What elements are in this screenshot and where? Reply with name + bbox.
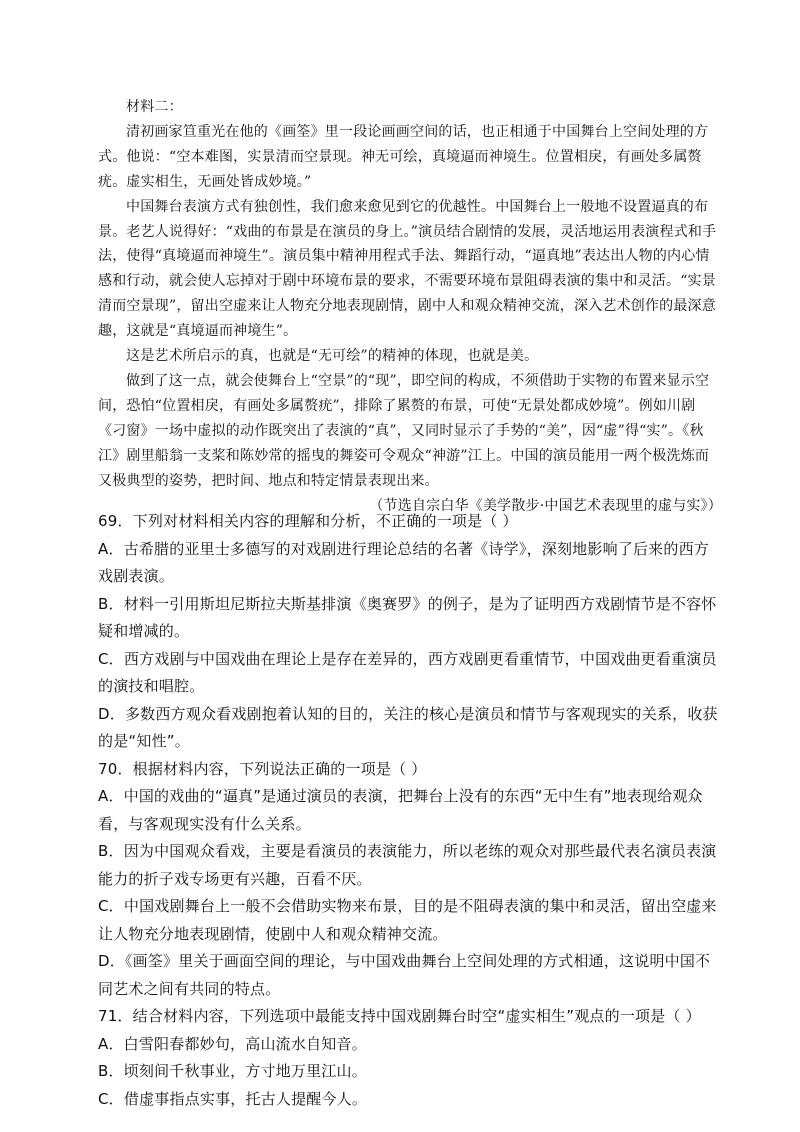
material-paragraph: 清初画家笪重光在他的《画筌》里一段论画画空间的话，也正相通于中国舞台上空间处理的方式。他说：“空本难图，实景清而空景现。神无可绘，真境逼而神境生。位置相戾，有画处多属赘疣。虚实相生，无画处皆成妙境。” <box>98 123 709 190</box>
answer-option: C．西方戏剧与中国戏曲在理论上是存在差异的，西方戏剧更看重情节，中国戏曲更看重演员的演技和唱腔。 <box>98 649 717 695</box>
answer-option: D．多数西方观众看戏剧抱着认知的目的，关注的核心是演员和情节与客观现实的关系，收获的是“知性”。 <box>98 704 718 750</box>
reading-material <box>98 95 720 518</box>
question-list <box>98 508 720 1113</box>
answer-option: A．古希腊的亚里士多德写的对戏剧进行理论总结的名著《诗学》，深刻地影响了后来的西方戏剧表演。 <box>98 539 709 585</box>
material-heading: 材料二： <box>126 99 183 115</box>
answer-option: B．因为中国观众看戏，主要是看演员的表演能力，所以老练的观众对那些最代表名演员表演能力的折子戏专场更有兴趣，百看不厌。 <box>98 842 717 888</box>
question-70 <box>98 756 720 1004</box>
question-stem: 70．根据材料内容，下列说法正确的一项是（ ） <box>98 759 427 778</box>
question-stem: 71．结合材料内容，下列选项中最能支持中国戏剧舞台时空“虚实相生”观点的一项是（ ） <box>98 1007 701 1025</box>
question-69 <box>98 508 720 756</box>
answer-option: A．中国的戏曲的“逼真”是通过演员的表演，把舞台上没有的东西“无中生有”地表现给观众看，与客观现实没有什么关系。 <box>98 787 703 833</box>
question-71 <box>98 1003 720 1113</box>
material-source: （节选自宗白华《美学散步·中国艺术表现里的虚与实》） <box>369 497 722 514</box>
answer-option: A．白雪阳春都妙句，高山流水自知音。 <box>98 1034 367 1053</box>
answer-option: C．中国戏剧舞台上一般不会借助实物来布景，目的是不阻碍表演的集中和灵活，留出空虚来让人物充分地表现剧情，使剧中人和观众精神交流。 <box>98 897 717 943</box>
answer-option: C．借虚事指点实事，托古人提醒今人。 <box>98 1089 368 1108</box>
material-paragraph: 做到了这一点，就会使舞台上“空景”的“现”，即空间的构成，不须借助于实物的布置来显示空间，恐怕“位置相戾，有画处多属赘疣”，排除了累赘的布景，可使“无景处都成妙境”。例如川剧《刁窗》一场中虚拟的动作既突出了表演的“真”，又同时显示了手势的“美”，因“虚”得“实”。《秋江》剧里船翁一支桨和陈妙常的摇曳的舞姿可令观众“神游”江上。中国的演员能用一两个极洗炼而又极典型的姿势，把时间、地点和特定情景表现出来。 <box>98 372 710 489</box>
answer-option: B．材料一引用斯坦尼斯拉夫斯基排演《奥赛罗》的例子，是为了证明西方戏剧情节是不容怀疑和增减的。 <box>98 594 717 640</box>
question-stem: 69．下列对材料相关内容的理解和分析，不正确的一项是（ ） <box>98 512 518 530</box>
answer-option: B．顷刻间千秋事业，方寸地万里江山。 <box>98 1062 367 1080</box>
answer-option: D．《画筌》里关于画面空间的理论，与中国戏曲舞台上空间处理的方式相通，这说明中国不同艺术之间有共同的特点。 <box>98 952 711 998</box>
material-paragraph: 中国舞台表演方式有独创性，我们愈来愈见到它的优越性。中国舞台上一般地不设置逼真的布景。老艺人说得好：“戏曲的布景是在演员的身上。”演员结合剧情的发展，灵活地运用表演程式和手法，使得“真境逼而神境生”。演员集中精神用程式手法、舞蹈行动，“逼真地”表达出人物的内心情感和行动，就会使人忘掉对于剧中环境布景的要求，不需要环境布景阻碍表演的集中和灵活。“实景清而空景现”，留出空虚来让人物充分地表现剧情，剧中人和观众精神交流，深入艺术创作的最深意趣，这就是“真境逼而神境生”。 <box>98 198 717 340</box>
material-paragraph: 这是艺术所启示的真，也就是“无可绘”的精神的体现，也就是美。 <box>126 348 539 365</box>
